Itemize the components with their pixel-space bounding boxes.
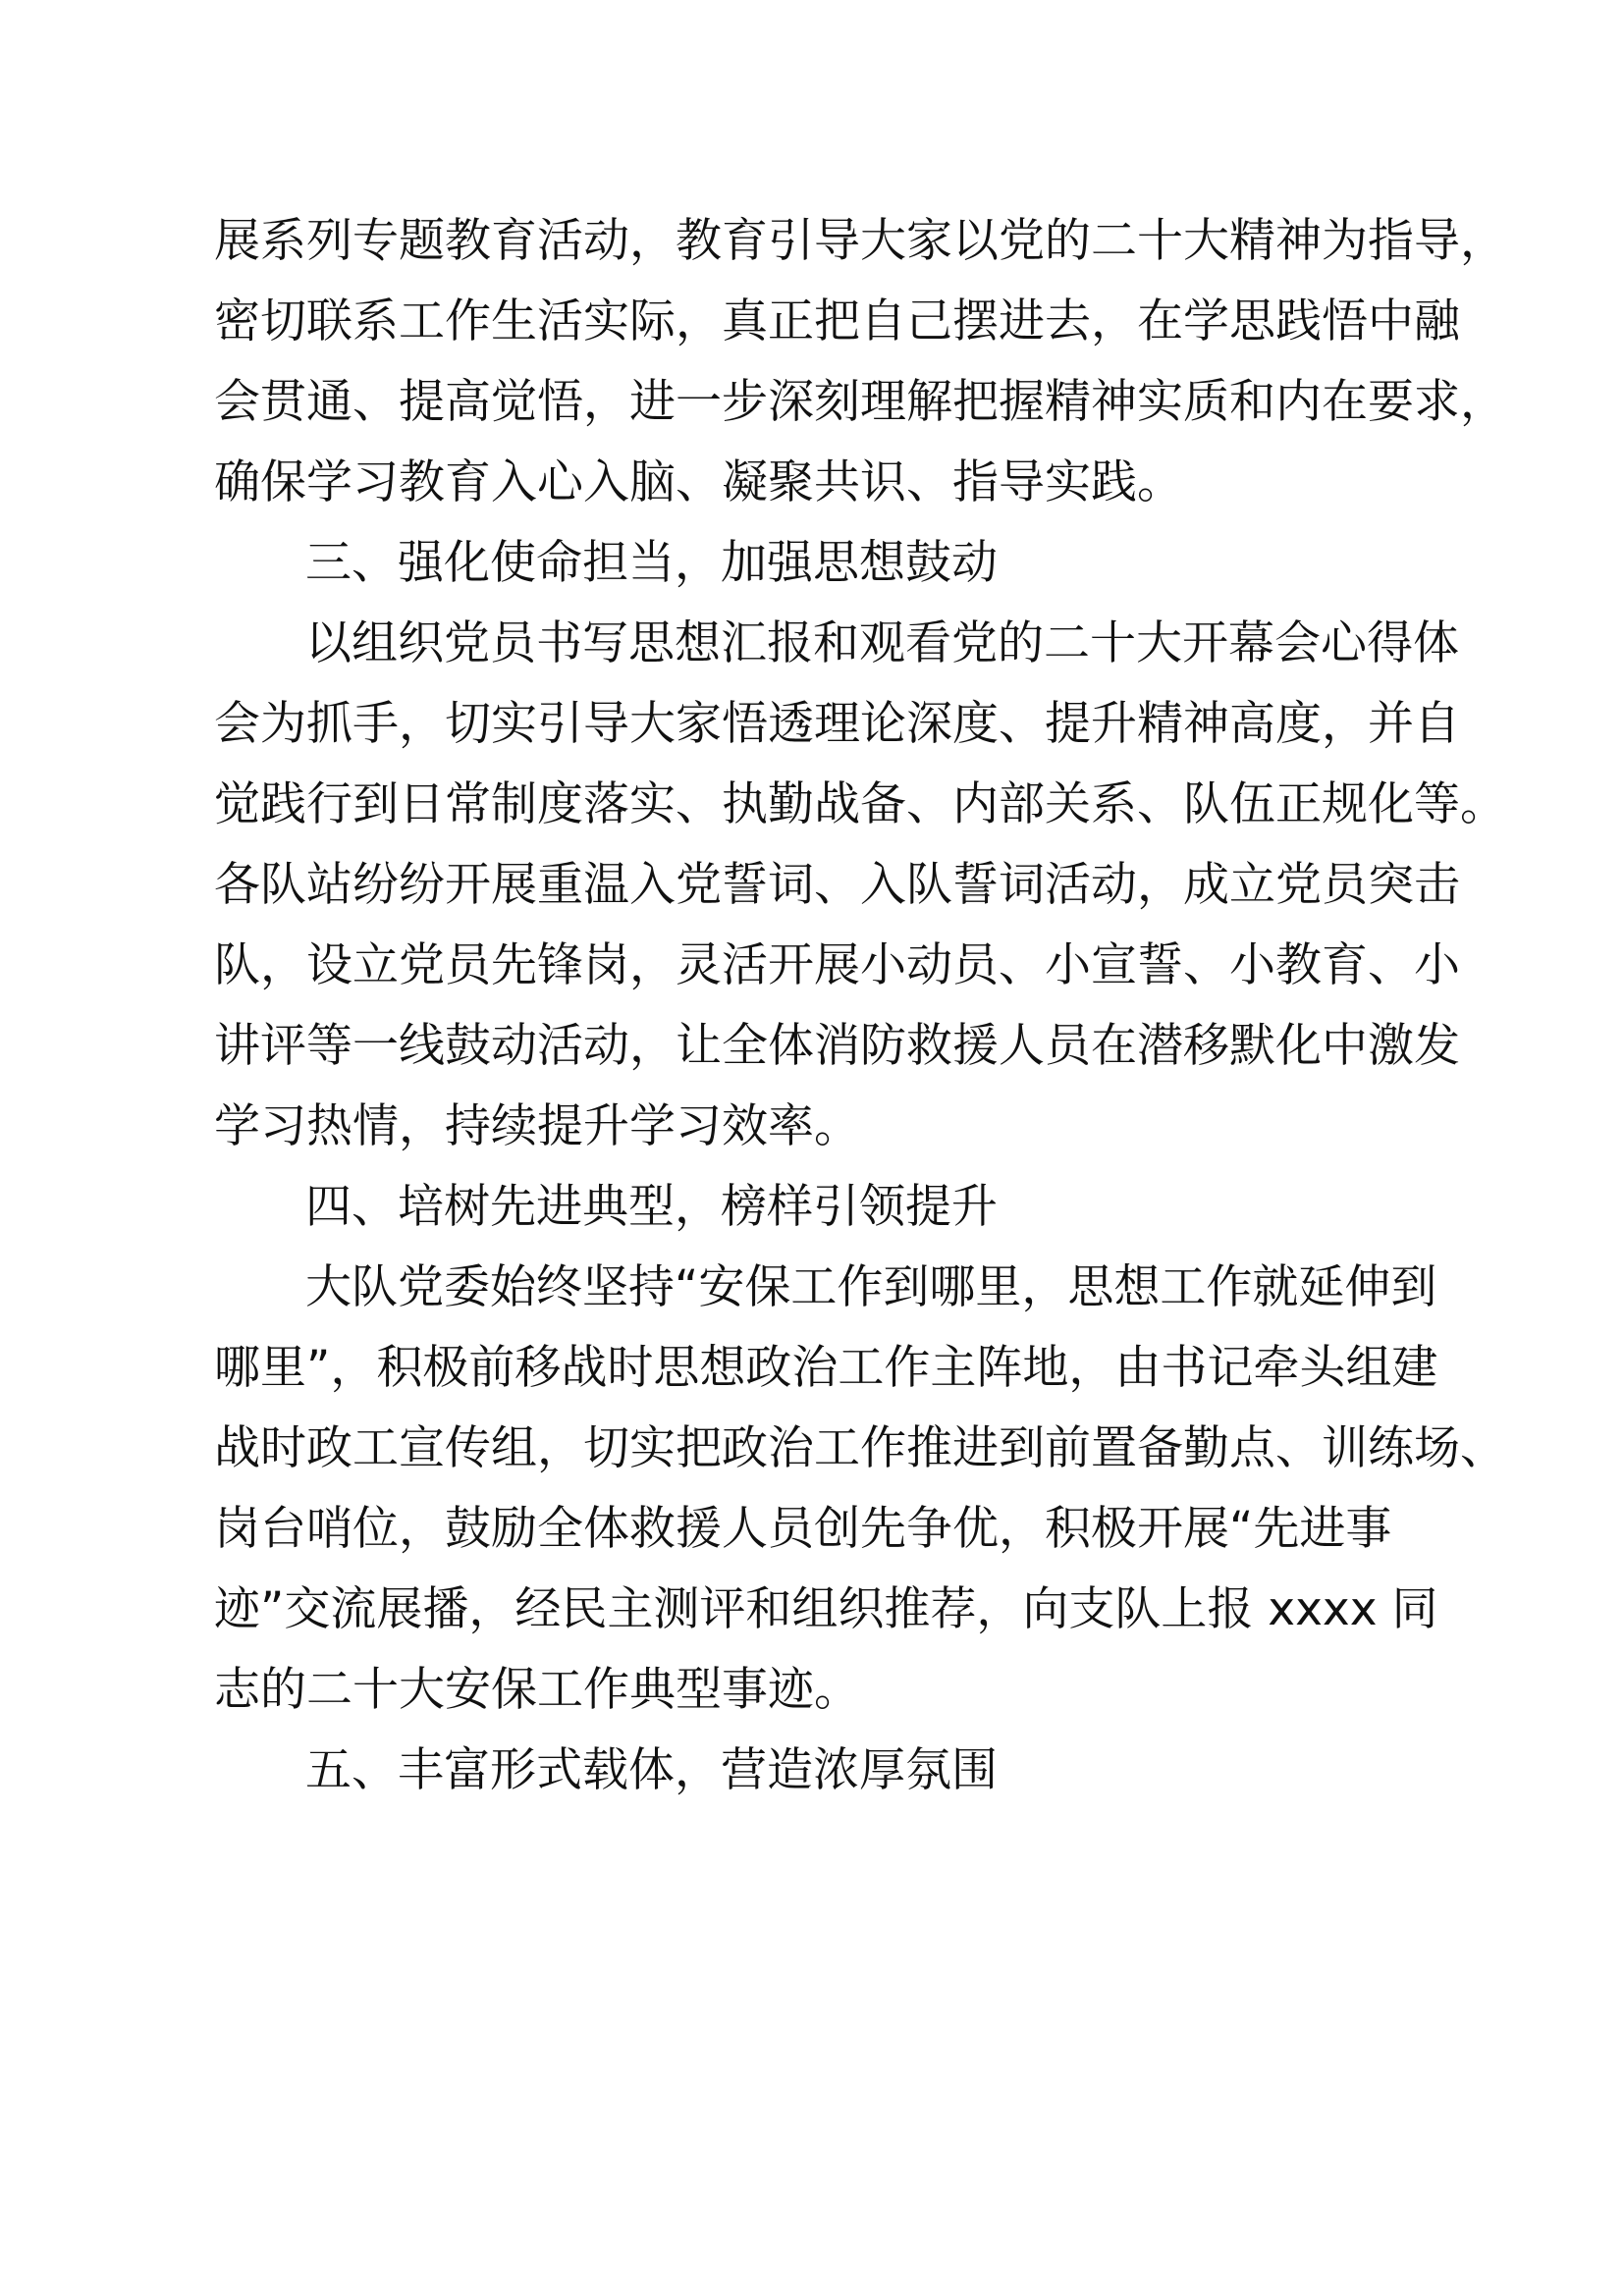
body-text-line: 大队党委始终坚持“安保工作到哪里，思想工作就延伸到 — [305, 1260, 1437, 1314]
body-text-line: 密切联系工作生活实际，真正把自己摆进去，在学思践悟中融 — [214, 294, 1460, 348]
body-text-line: 会贯通、提高觉悟，进一步深刻理解把握精神实质和内在要求， — [214, 375, 1506, 429]
body-text-line: 以组织党员书写思想汇报和观看党的二十大开幕会心得体 — [305, 616, 1459, 670]
body-text-line: 会为抓手，切实引导大家悟透理论深度、提升精神高度，并自 — [214, 697, 1460, 751]
section-heading: 三、强化使命担当，加强思想鼓动 — [305, 536, 998, 590]
body-text-line: 志的二十大安保工作典型事迹。 — [214, 1663, 860, 1717]
body-text-line: 迹”交流展播，经民主测评和组织推荐，向支队上报 xxxx 同 — [214, 1582, 1438, 1636]
body-text-line: 讲评等一线鼓动活动，让全体消防救援人员在潜移默化中激发 — [214, 1019, 1460, 1073]
body-text-line: 确保学习教育入心入脑、凝聚共识、指导实践。 — [214, 455, 1183, 509]
body-text-line: 展系列专题教育活动，教育引导大家以党的二十大精神为指导， — [214, 214, 1506, 268]
body-text-line: 战时政工宣传组，切实把政治工作推进到前置备勤点、训练场、 — [214, 1421, 1506, 1475]
body-text-line: 哪里”，积极前移战时思想政治工作主阵地，由书记牵头组建 — [214, 1341, 1438, 1395]
section-heading: 五、丰富形式载体，营造浓厚氛围 — [305, 1743, 998, 1797]
body-text-line: 学习热情，持续提升学习效率。 — [214, 1099, 860, 1153]
body-text-line: 岗台哨位，鼓励全体救援人员创先争优，积极开展“先进事 — [214, 1502, 1392, 1556]
body-text-line: 队，设立党员先锋岗，灵活开展小动员、小宣誓、小教育、小 — [214, 938, 1460, 992]
section-heading: 四、培树先进典型，榜样引领提升 — [305, 1180, 998, 1234]
body-text-line: 觉践行到日常制度落实、执勤战备、内部关系、队伍正规化等。 — [214, 777, 1506, 831]
body-text-line: 各队站纷纷开展重温入党誓词、入队誓词活动，成立党员突击 — [214, 858, 1460, 912]
